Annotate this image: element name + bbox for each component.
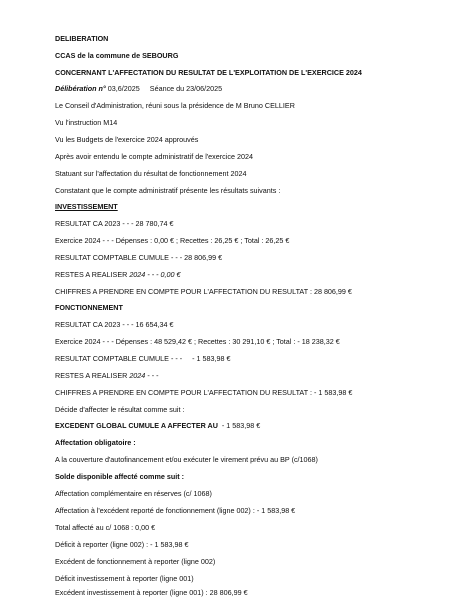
affectation-text: A la couverture d'autofinancement et/ou exécuter le virement prévu au BP (c/1068) <box>55 455 318 464</box>
excedent-value: - 1 583,98 € <box>221 421 261 430</box>
solde-line: Déficit à reporter (ligne 002) : - 1 583,98 € <box>55 540 189 549</box>
restes-value: - - - <box>147 371 159 380</box>
intro-line: Constatant que le compte administratif présente les résultats suivants : <box>55 186 281 195</box>
intro-line: Statuant sur l'affectation du résultat de fonctionnement 2024 <box>55 169 247 178</box>
deliberation-label: Délibération n° <box>55 84 106 93</box>
excedent-label: EXCEDENT GLOBAL CUMULE A AFFECTER AU <box>55 421 218 430</box>
solde-line: Déficit investissement à reporter (ligne 001) <box>55 574 194 583</box>
affectation-heading: Affectation obligatoire : <box>55 438 136 447</box>
resultat-cumule-label: RESULTAT COMPTABLE CUMULE - - - <box>55 354 183 363</box>
document-title: DELIBERATION <box>55 34 109 43</box>
intro-line: Le Conseil d'Administration, réuni sous la présidence de M Bruno CELLIER <box>55 101 295 110</box>
investissement-resultat-ca: RESULTAT CA 2023 - - - 28 780,74 € <box>55 219 174 228</box>
restes-year: 2024 <box>129 270 146 279</box>
solde-line: Affectation à l'excédent reporté de fonctionnement (ligne 002) : - 1 583,98 € <box>55 506 296 515</box>
restes-value: - - - 0,00 € <box>147 270 181 279</box>
decision-text: Décide d'affecter le résultat comme suit : <box>55 405 185 414</box>
investissement-exercice: Exercice 2024 - - - Dépenses : 0,00 € ; Recettes : 26,25 € ; Total : 26,25 € <box>55 236 290 245</box>
solde-heading: Solde disponible affecté comme suit : <box>55 472 184 481</box>
resultat-cumule-value: - 1 583,98 € <box>192 354 231 363</box>
restes-label: RESTES A REALISER <box>55 270 128 279</box>
solde-line: Excédent de fonctionnement à reporter (ligne 002) <box>55 557 216 566</box>
fonctionnement-heading: FONCTIONNEMENT <box>55 303 123 312</box>
deliberation-number: 03,6/2025 <box>107 84 140 93</box>
fonctionnement-exercice: Exercice 2024 - - - Dépenses : 48 529,42 € ; Recettes : 30 291,10 € ; Total : - 18 238,32 € <box>55 337 340 346</box>
investissement-resultat-cumule: RESULTAT COMPTABLE CUMULE - - - 28 806,99 € <box>55 253 223 262</box>
investissement-heading: INVESTISSEMENT <box>55 202 118 211</box>
document-subject: CONCERNANT L'AFFECTATION DU RESULTAT DE L'EXPLOITATION DE L'EXERCICE 2024 <box>55 68 362 77</box>
investissement-restes <box>55 270 180 279</box>
intro-line: Après avoir entendu le compte administratif de l'exercice 2024 <box>55 152 253 161</box>
restes-year: 2024 <box>129 371 146 380</box>
session-date: Séance du 23/06/2025 <box>149 84 223 93</box>
restes-label: RESTES A REALISER <box>55 371 128 380</box>
solde-line: Excédent investissement à reporter (ligne 001) : 28 806,99 € <box>55 588 248 597</box>
fonctionnement-restes <box>55 371 159 380</box>
investissement-chiffres: CHIFFRES A PRENDRE EN COMPTE POUR L'AFFECTATION DU RESULTAT : 28 806,99 € <box>55 287 352 296</box>
excedent-line <box>55 421 260 430</box>
fonctionnement-chiffres: CHIFFRES A PRENDRE EN COMPTE POUR L'AFFECTATION DU RESULTAT : - 1 583,98 € <box>55 388 353 397</box>
intro-line: Vu l'instruction M14 <box>55 118 118 127</box>
deliberation-line <box>55 84 222 93</box>
solde-line: Affectation complémentaire en réserves (c/ 1068) <box>55 489 212 498</box>
intro-line: Vu les Budgets de l'exercice 2024 approuvés <box>55 135 199 144</box>
fonctionnement-resultat-ca: RESULTAT CA 2023 - - - 16 654,34 € <box>55 320 174 329</box>
commune-name: CCAS de la commune de SEBOURG <box>55 51 179 60</box>
fonctionnement-resultat-cumule <box>55 354 231 363</box>
solde-line: Total affecté au c/ 1068 : 0,00 € <box>55 523 156 532</box>
